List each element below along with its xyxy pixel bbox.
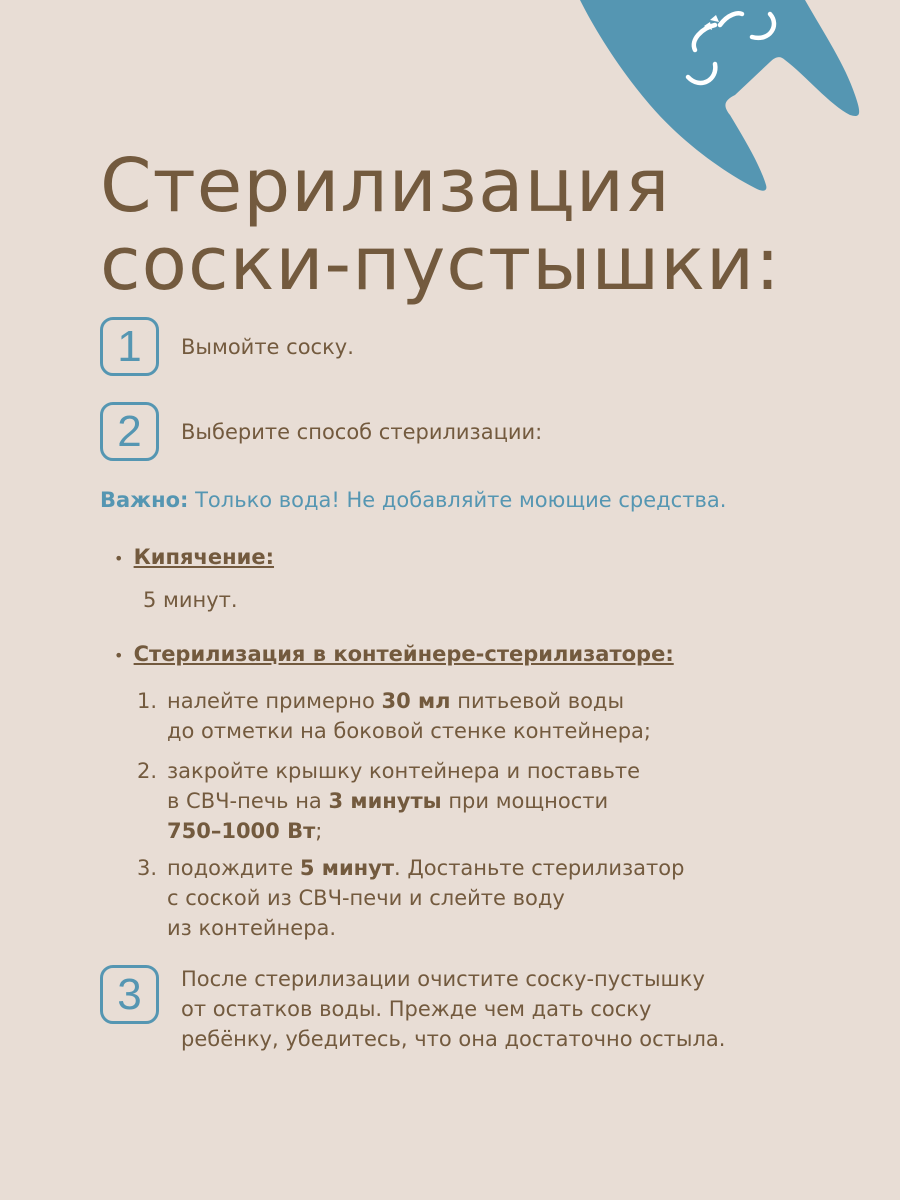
instruction-item (167, 756, 640, 846)
text: ребёнку, убедитесь, что она достаточно остыла. (181, 1027, 726, 1051)
text: питьевой воды (450, 689, 625, 713)
text: от остатков воды. Прежде чем дать соску (181, 997, 652, 1021)
text: налейте примерно (167, 689, 382, 713)
instruction-number: 3. (137, 856, 158, 880)
method-item (114, 639, 674, 671)
page-title-line2: соски-пустышки: (100, 221, 781, 307)
method-item (114, 542, 274, 574)
important-text: Только вода! Не добавляйте моющие средства. (188, 488, 727, 512)
bold-text: 5 минут (299, 856, 395, 880)
bullet-icon: • (114, 549, 134, 568)
text: с соской из СВЧ-печи и слейте воду (167, 886, 565, 910)
step-text: Вымойте соску. (181, 335, 354, 359)
text: подождите (167, 856, 300, 880)
page-title-line1: Стерилизация (100, 143, 671, 229)
text: из контейнера. (167, 916, 337, 940)
important-note (100, 485, 726, 515)
text: при мощности (441, 789, 609, 813)
instruction-item (167, 853, 684, 943)
important-label: Важно: (100, 488, 189, 512)
text: в СВЧ-печь на (167, 789, 329, 813)
instruction-number: 2. (137, 759, 158, 783)
text: После стерилизации очистите соску-пустышку (181, 967, 705, 991)
instruction-item (167, 686, 651, 746)
step-text: Выберите способ стерилизации: (181, 420, 543, 444)
bold-text: 30 мл (381, 689, 451, 713)
method-title: Кипячение: (133, 545, 275, 569)
step-number-badge: 3 (100, 965, 159, 1024)
text: . Достаньте стерилизатор (394, 856, 685, 880)
instruction-number: 1. (137, 689, 158, 713)
bold-text: 3 минуты (328, 789, 442, 813)
text: ; (315, 819, 323, 843)
bullet-icon: • (114, 646, 134, 665)
step-number-badge: 2 (100, 402, 159, 461)
text: закройте крышку контейнера и поставьте (167, 759, 641, 783)
step-number-badge: 1 (100, 317, 159, 376)
bold-text: 750–1000 Вт (167, 819, 316, 843)
method-detail: 5 минут. (143, 588, 238, 612)
step-text (181, 964, 725, 1054)
method-title: Стерилизация в контейнере-стерилизаторе: (133, 642, 674, 666)
text: до отметки на боковой стенке контейнера; (167, 719, 651, 743)
